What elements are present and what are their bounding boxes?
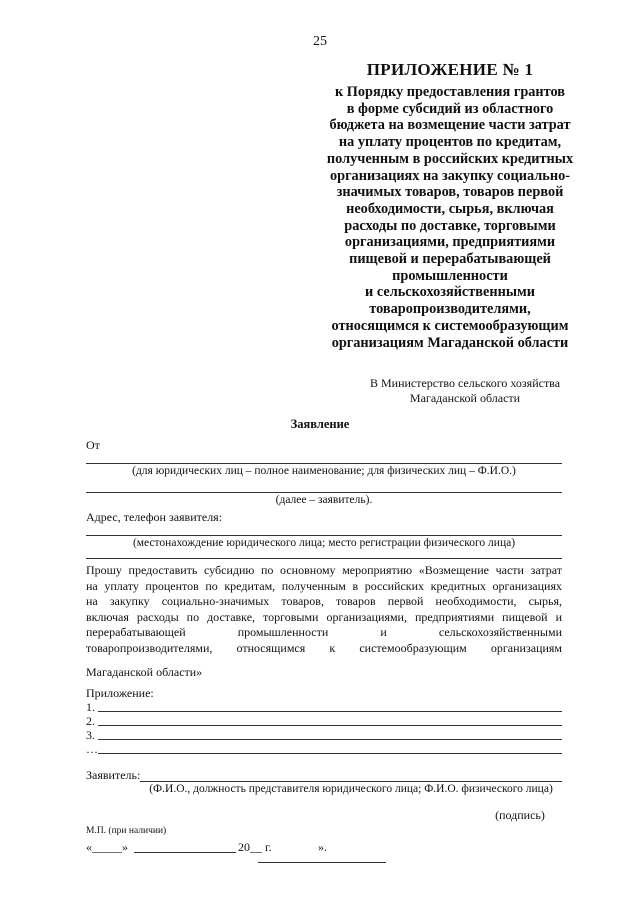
footer-divider <box>258 862 386 863</box>
request-line: товаропроизводителями, относящимся к системообразующим организациям <box>86 640 562 655</box>
attachment-number: 2. <box>86 714 95 728</box>
attachment-field-line[interactable] <box>98 739 562 740</box>
attachment-number: 1. <box>86 700 95 714</box>
subtitle-line: промышленности <box>392 267 508 284</box>
appendix-subtitle <box>300 84 600 351</box>
name-hint: (для юридических лиц – полное наименование; для физических лиц – Ф.И.О.) <box>132 465 516 477</box>
subtitle-line: организациям Магаданской области <box>331 334 569 351</box>
applicant-hint: (далее – заявитель). <box>275 494 373 506</box>
addressee-block <box>330 376 600 406</box>
date-close: ». <box>318 840 327 854</box>
attachment-field-line[interactable] <box>98 725 562 726</box>
subtitle-line: в форме субсидий из областного <box>346 100 554 117</box>
request-line: перерабатывающей промышленности и сельскохозяйственными <box>86 625 562 640</box>
attachment-field-line[interactable] <box>98 753 562 754</box>
subtitle-line: товаропроизводителями, <box>369 301 531 318</box>
applicant-label: Заявитель: <box>86 768 141 782</box>
page-number: 25 <box>313 34 327 49</box>
subtitle-line: организациях на закупку социально- <box>329 167 571 184</box>
subtitle-line: расходы по доставке, торговыми <box>344 217 556 234</box>
subtitle-line: необходимости, сырья, включая <box>346 200 554 217</box>
subtitle-line: организациями, предприятиями <box>344 234 556 251</box>
date-day[interactable]: «_____» <box>86 840 128 854</box>
attachment-field-line[interactable] <box>98 711 562 712</box>
form-title: Заявление <box>290 417 350 431</box>
from-label: От <box>86 438 100 452</box>
request-line: включая расходы по доставке, торговыми организациями, предприятиями пищевой и <box>86 609 562 624</box>
attachments-label: Приложение: <box>86 686 154 700</box>
address-field-line-2[interactable] <box>86 558 562 559</box>
request-line-last: Магаданской области» <box>86 665 203 679</box>
subtitle-line: и сельскохозяйственными <box>365 284 535 301</box>
subtitle-line: пищевой и перерабатывающей <box>349 251 551 268</box>
request-line: Прошу предоставить субсидию по основному мероприятию «Возмещение части затрат <box>86 563 562 577</box>
request-paragraph <box>86 563 562 657</box>
subtitle-line: значимых товаров, товаров первой <box>336 184 564 201</box>
date-month-line[interactable] <box>134 852 236 853</box>
subtitle-line: полученным в российских кредитных <box>326 150 574 167</box>
signer-hint: (Ф.И.О., должность представителя юридического лица; Ф.И.О. физического лица) <box>149 783 553 795</box>
appendix-title: ПРИЛОЖЕНИЕ № 1 <box>366 60 534 79</box>
location-hint: (местонахождение юридического лица; место регистрации физического лица) <box>132 537 516 549</box>
address-label: Адрес, телефон заявителя: <box>86 510 223 524</box>
address-field-line[interactable] <box>86 535 562 536</box>
addressee-line: В Министерство сельского хозяйства <box>369 376 561 390</box>
stamp-note: М.П. (при наличии) <box>86 826 167 836</box>
subtitle-line: относящимся к системообразующим <box>331 317 569 334</box>
applicant-field-line[interactable] <box>140 781 562 782</box>
name-field-line[interactable] <box>86 463 562 464</box>
request-line: на уплату процентов по кредитам, полученным в российских кредитных организациях <box>86 578 562 593</box>
attachment-number: 3. <box>86 728 95 742</box>
addressee-line: Магаданской области <box>409 391 521 405</box>
subtitle-line: к Порядку предоставления грантов <box>334 84 566 100</box>
request-line: на закупку социально-значимых товаров, товаров первой необходимости, сырья, <box>86 594 562 609</box>
date-year[interactable]: 20__ г. <box>238 840 272 854</box>
name-field-line-2[interactable] <box>86 492 562 493</box>
signature-hint: (подпись) <box>495 808 545 822</box>
attachment-number: … <box>86 742 98 756</box>
subtitle-line: на уплату процентов по кредитам, <box>338 134 562 151</box>
subtitle-line: бюджета на возмещение части затрат <box>329 117 571 134</box>
